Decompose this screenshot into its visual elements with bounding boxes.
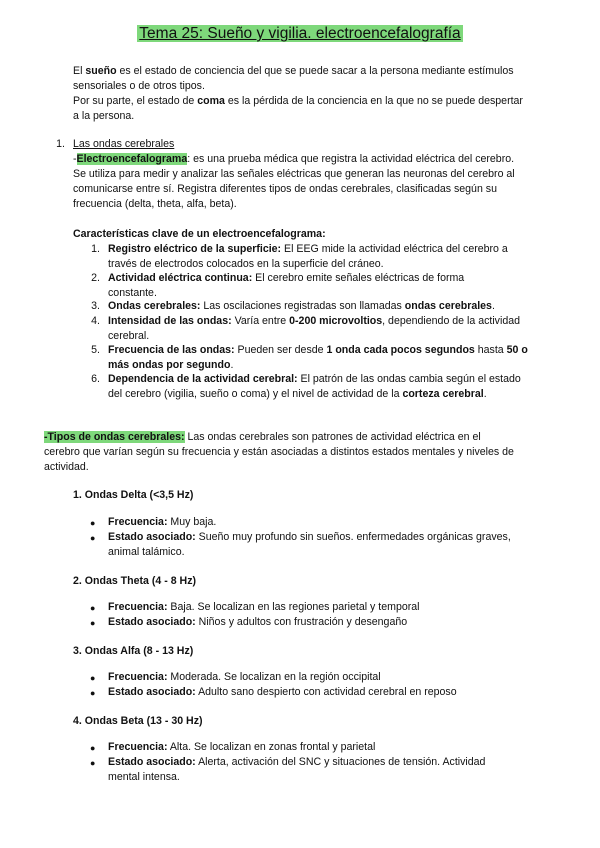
wave-state: Estado asociado: Adulto sano despierto con actividad cerebral en reposo [108, 686, 457, 698]
list-number: 6. [91, 373, 100, 385]
wave-title: 2. Ondas Theta (4 - 8 Hz) [73, 575, 197, 587]
page-title: Tema 25: Sueño y vigilia. electroencefalografía [139, 25, 461, 42]
list-number: 4. [91, 315, 100, 327]
bullet-icon: ● [90, 743, 96, 753]
bullet-icon: ● [90, 533, 96, 543]
characteristics-heading: Características clave de un electroencefalograma: [73, 228, 326, 240]
wave-title: 4. Ondas Beta (13 - 30 Hz) [73, 715, 203, 727]
bullet-icon: ● [90, 673, 96, 683]
wave-state: Estado asociado: Alerta, activación del SNC y situaciones de tensión. Actividad mental intensa. [108, 756, 486, 783]
wave-frequency: Frecuencia: Moderada. Se localizan en la región occipital [108, 671, 381, 683]
list-item: Actividad eléctrica continua: El cerebro emite señales eléctricas de forma constante. [108, 272, 465, 299]
list-item: Frecuencia de las ondas: Pueden ser desde 1 onda cada pocos segundos hasta 50 o más ondas por segundo. [108, 344, 528, 371]
wave-frequency: Frecuencia: Baja. Se localizan en las regiones parietal y temporal [108, 601, 420, 613]
wave-state: Estado asociado: Niños y adultos con frustración y desengaño [108, 616, 408, 628]
wave-title: 1. Ondas Delta (<3,5 Hz) [73, 489, 194, 501]
bullet-icon: ● [90, 618, 96, 628]
bullet-icon: ● [90, 688, 96, 698]
section-heading: Las ondas cerebrales [73, 138, 175, 150]
list-number: 2. [91, 272, 100, 284]
eeg-definition: -Electroencefalograma: es una prueba médica que registra la actividad eléctrica del cerebro. Se utiliza para medir y analizar las señales eléctricas que generan las neuronas del cerebro al comunicarse entre sí. Registra diferentes tipos de ondas cerebrales, clasificadas según su frecuencia (delta, theta, alfa, beta). [73, 153, 515, 210]
list-number: 3. [91, 300, 100, 312]
list-item: Registro eléctrico de la superficie: El EEG mide la actividad eléctrica del cerebro a través de electrodos colocados en la superficie del cráneo. [108, 243, 508, 270]
list-item: Ondas cerebrales: Las oscilaciones registradas son llamadas ondas cerebrales. [108, 300, 495, 312]
section-number: 1. [56, 138, 65, 150]
bullet-icon: ● [90, 518, 96, 528]
wave-frequency: Frecuencia: Alta. Se localizan en zonas frontal y parietal [108, 741, 376, 753]
wave-state: Estado asociado: Sueño muy profundo sin sueños. enfermedades orgánicas graves, animal talámico. [108, 531, 511, 558]
intro-paragraph-coma: Por su parte, el estado de coma es la pérdida de la conciencia en la que no se puede despertar a la persona. [73, 95, 523, 122]
wave-title: 3. Ondas Alfa (8 - 13 Hz) [73, 645, 194, 657]
bullet-icon: ● [90, 603, 96, 613]
intro-paragraph-sueno: El sueño es el estado de conciencia del que se puede sacar a la persona mediante estímulos sensoriales o de otros tipos. [73, 65, 514, 92]
list-number: 5. [91, 344, 100, 356]
bullet-icon: ● [90, 758, 96, 768]
wave-frequency: Frecuencia: Muy baja. [108, 516, 217, 528]
list-item: Intensidad de las ondas: Varía entre 0-200 microvoltios, dependiendo de la actividad cerebral. [108, 315, 520, 342]
wave-types-intro: -Tipos de ondas cerebrales: Las ondas cerebrales son patrones de actividad eléctrica en el cerebro que varían según su frecuencia y están asociadas a distintos estados mentales y niveles de actividad. [44, 431, 514, 473]
list-item: Dependencia de la actividad cerebral: El patrón de las ondas cambia según el estado del cerebro (vigilia, sueño o coma) y el nivel de actividad de la corteza cerebral. [108, 373, 521, 400]
list-number: 1. [91, 243, 100, 255]
